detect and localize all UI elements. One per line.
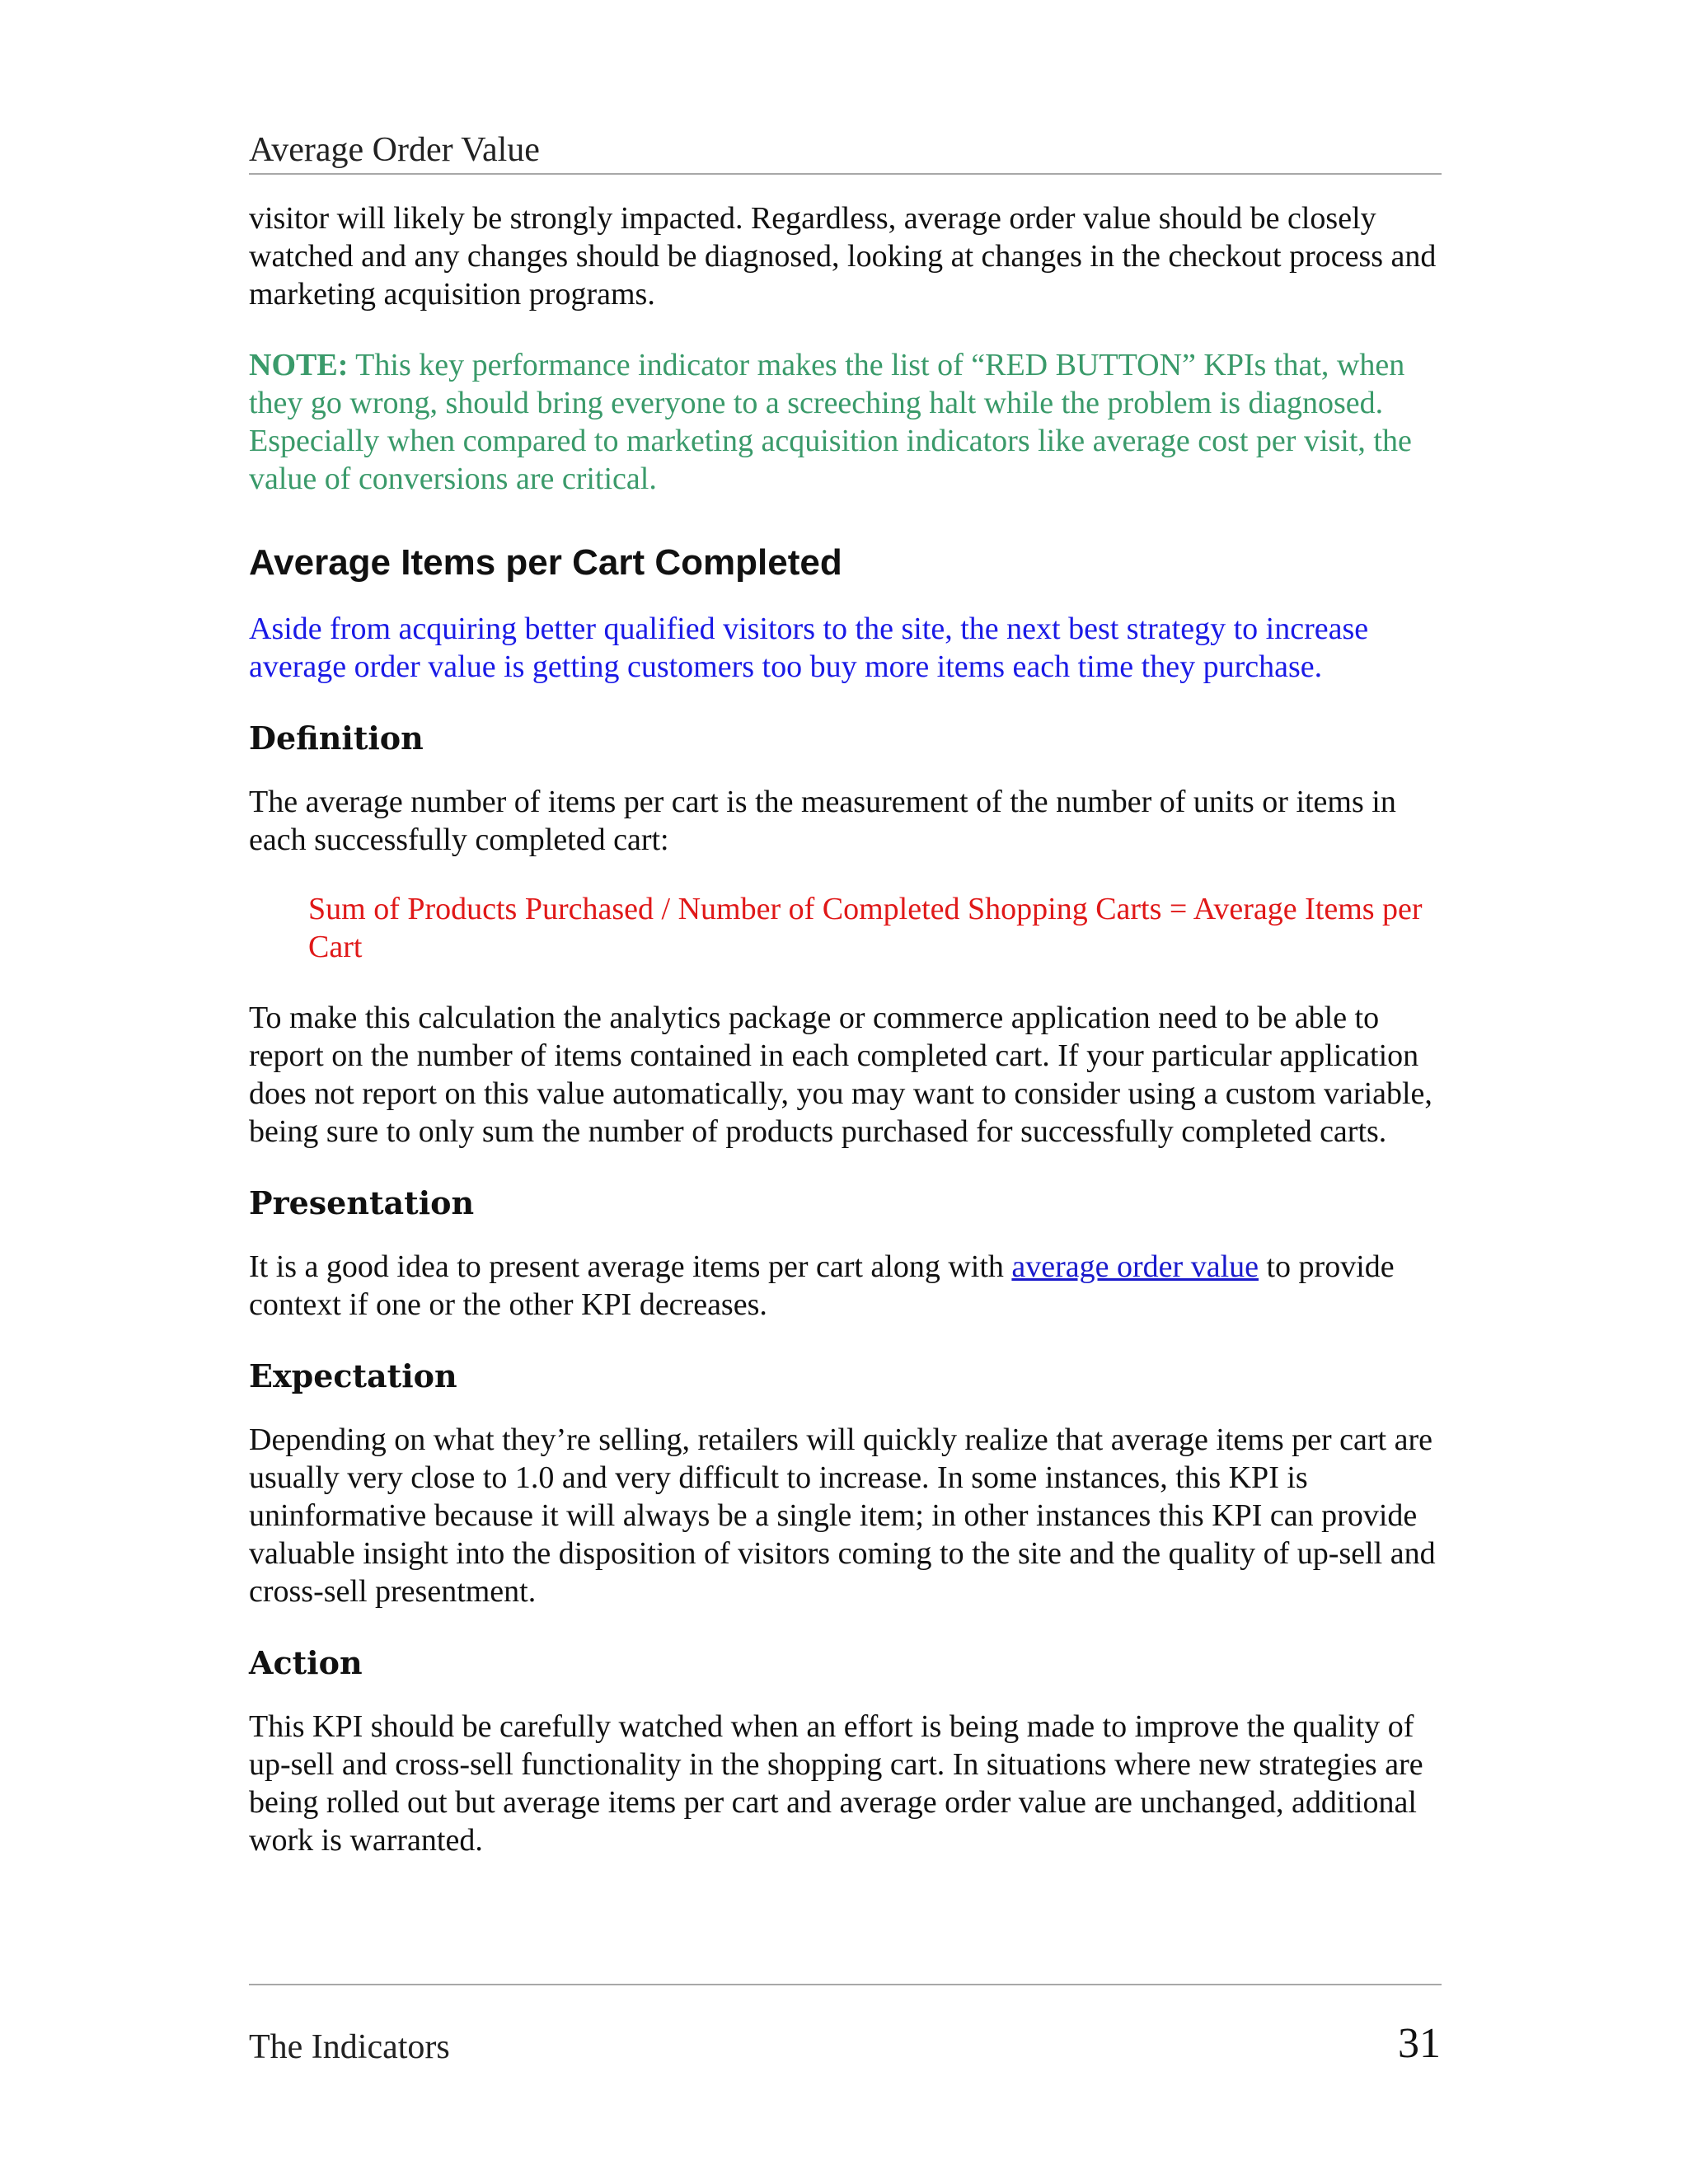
running-header	[249, 129, 1442, 171]
average-order-value-link[interactable]: average order value	[1011, 1249, 1259, 1284]
page-content	[249, 198, 1442, 1859]
note-paragraph	[249, 346, 1442, 498]
header-title: Average Order Value	[249, 131, 540, 169]
note-label: NOTE:	[249, 348, 349, 382]
footer-divider	[249, 1984, 1442, 1985]
presentation-text-after: to provide context if one or the other KPI decreases.	[249, 1249, 1395, 1322]
formula: Sum of Products Purchased / Number of Completed Shopping Carts = Average Items per Cart	[308, 892, 1423, 964]
note-text: This key performance indicator makes the list of “RED BUTTON” KPIs that, when they go wrong, should bring everyone to a screeching halt while the problem is diagnosed. Especially when compared to marketing acquisition indicators like average cost per visit, the value of conversions are critical.	[249, 348, 1412, 496]
header-divider	[249, 173, 1442, 175]
presentation-paragraph	[249, 1248, 1442, 1324]
expectation-heading: Expectation	[249, 1357, 457, 1394]
presentation-heading: Presentation	[249, 1184, 475, 1221]
action-paragraph: This KPI should be carefully watched when an effort is being made to improve the quality of up-sell and cross-sell functionality in the shopping cart. In situations where new strategies are being rolled out but average items per cart and average order value are unchanged, additional work is warranted.	[249, 1709, 1423, 1858]
expectation-paragraph: Depending on what they’re selling, retailers will quickly realize that average items per cart are usually very close to 1.0 and very difficult to increase. In some instances, this KPI is uninformative because it will always be a single item; in other instances this KPI can provide valuable insight into the disposition of visitors coming to the site and the quality of up-sell and cross-sell presentment.	[249, 1422, 1436, 1609]
definition-heading: Definition	[249, 719, 424, 757]
footer-section-title: The Indicators	[249, 2028, 450, 2066]
calculation-paragraph: To make this calculation the analytics package or commerce application need to be able to report on the number of items contained in each completed cart. If your particular application does not report on this value automatically, you may want to consider using a custom variable, being sure to only sum the number of products purchased for successfully completed carts.	[249, 1001, 1432, 1149]
page-number: 31	[1398, 2020, 1441, 2067]
section-title: Average Items per Cart Completed	[249, 542, 842, 583]
lead-paragraph: Aside from acquiring better qualified visitors to the site, the next best strategy to increase average order value is getting customers too buy more items each time they purchase.	[249, 612, 1369, 684]
action-heading: Action	[249, 1644, 363, 1681]
definition-paragraph: The average number of items per cart is the measurement of the number of units or items in each successfully completed cart:	[249, 785, 1396, 857]
intro-paragraph: visitor will likely be strongly impacted. Regardless, average order value should be closely watched and any changes should be diagnosed, looking at changes in the checkout process and marketing acquisition programs.	[249, 201, 1437, 312]
presentation-text-before: It is a good idea to present average items per cart along with	[249, 1249, 1012, 1284]
